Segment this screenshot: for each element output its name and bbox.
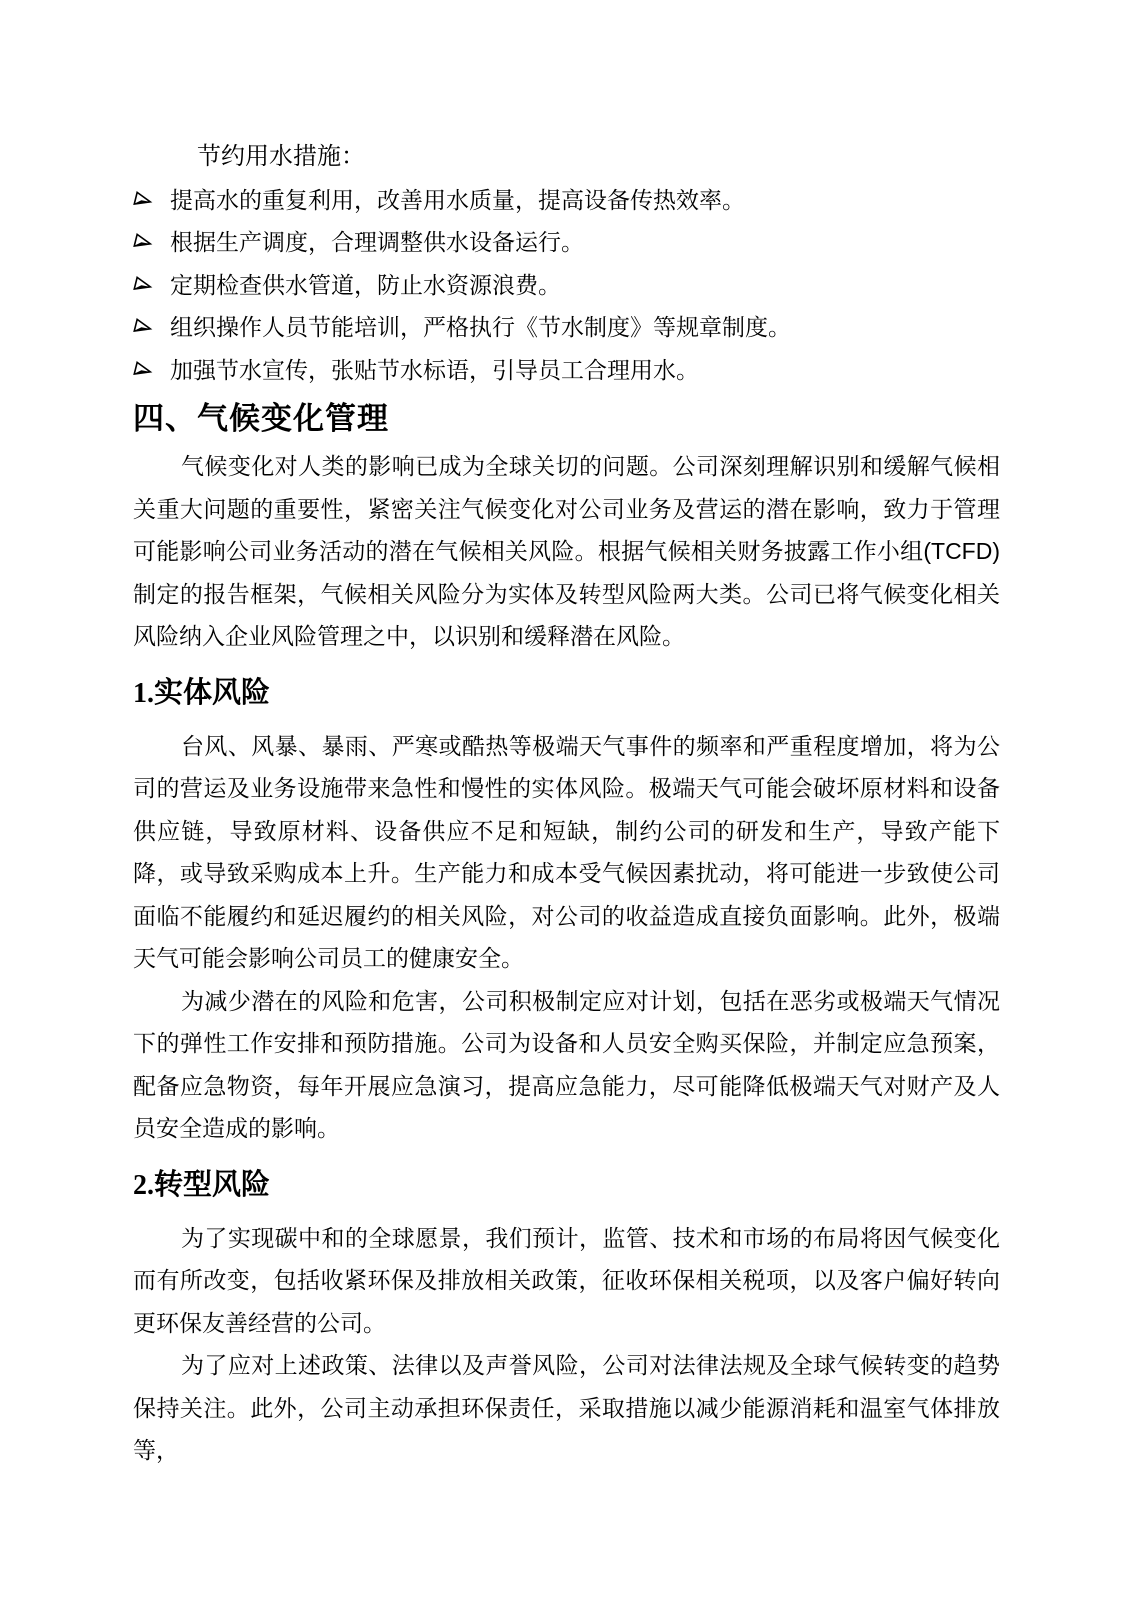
physical-risk-paragraph: 为减少潜在的风险和危害，公司积极制定应对计划，包括在恶劣或极端天气情况下的弹性工作安排和预防措施。公司为设备和人员安全购买保险，并制定应急预案，配备应急物资，每年开展应急演习，提高应急能力，尽可能降低极端天气对财产及人员安全造成的影响。 (133, 987, 1000, 1141)
list-item (133, 221, 1000, 264)
list-item (133, 179, 1000, 222)
list-item (133, 264, 1000, 307)
arrow-bullet-icon (133, 221, 170, 252)
subsection-heading-physical-risk (133, 668, 1000, 719)
transition-risk-paragraph: 为了实现碳中和的全球愿景，我们预计，监管、技术和市场的布局将因气候变化而有所改变，包括收紧环保及排放相关政策，征收环保相关税项，以及客户偏好转向更环保友善经营的公司。 (133, 1224, 1000, 1336)
list-item-text: 组织操作人员节能培训，严格执行《节水制度》等规章制度。 (170, 314, 791, 340)
section-heading-climate-management: 四、气候变化管理 (133, 401, 389, 436)
arrow-bullet-icon (133, 179, 170, 210)
subsection-number: 1. (133, 677, 154, 709)
transition-risk-paragraph: 为了应对上述政策、法律以及声誉风险，公司对法律法规及全球气候转变的趋势保持关注。此外，公司主动承担环保责任，采取措施以减少能源消耗和温室气体排放等， (133, 1352, 1000, 1463)
list-item-text: 提高水的重复利用，改善用水质量，提高设备传热效率。 (170, 186, 745, 213)
list-item-text: 定期检查供水管道，防止水资源浪费。 (170, 271, 561, 298)
arrow-bullet-icon (133, 349, 170, 380)
arrow-bullet-icon (133, 306, 170, 337)
subsection-number: 2. (133, 1169, 154, 1201)
subsection-heading-transition-risk (133, 1160, 1000, 1211)
subsection-title: 实体风险 (154, 676, 271, 709)
list-item (133, 349, 1000, 392)
list-item (133, 306, 1000, 349)
list-item-text: 根据生产调度，合理调整供水设备运行。 (170, 229, 584, 255)
climate-intro-paragraph: 气候变化对人类的影响已成为全球关切的问题。公司深刻理解识别和缓解气候相关重大问题的重要性，紧密关注气候变化对公司业务及营运的潜在影响，致力于管理可能影响公司业务活动的潜在气候相关风险。根据气候相关财务披露工作小组(TCFD)制定的报告框架，气候相关风险分为实体及转型风险两大类。公司已将气候变化相关风险纳入企业风险管理之中，以识别和缓释潜在风险。 (133, 453, 1000, 649)
water-saving-lead: 节约用水措施： (197, 143, 365, 170)
list-item-text: 加强节水宣传，张贴节水标语，引导员工合理用水。 (170, 356, 699, 383)
water-saving-list (133, 179, 1000, 392)
physical-risk-paragraph: 台风、风暴、暴雨、严寒或酷热等极端天气事件的频率和严重程度增加，将为公司的营运及业务设施带来急性和慢性的实体风险。极端天气可能会破坏原材料和设备供应链，导致原材料、设备供应不足和短缺，制约公司的研发和生产，导致产能下降，或导致采购成本上升。生产能力和成本受气候因素扰动，将可能进一步致使公司面临不能履约和延迟履约的相关风险，对公司的收益造成直接负面影响。此外，极端天气可能会影响公司员工的健康安全。 (133, 732, 1000, 971)
subsection-title: 转型风险 (154, 1168, 271, 1201)
arrow-bullet-icon (133, 264, 170, 295)
